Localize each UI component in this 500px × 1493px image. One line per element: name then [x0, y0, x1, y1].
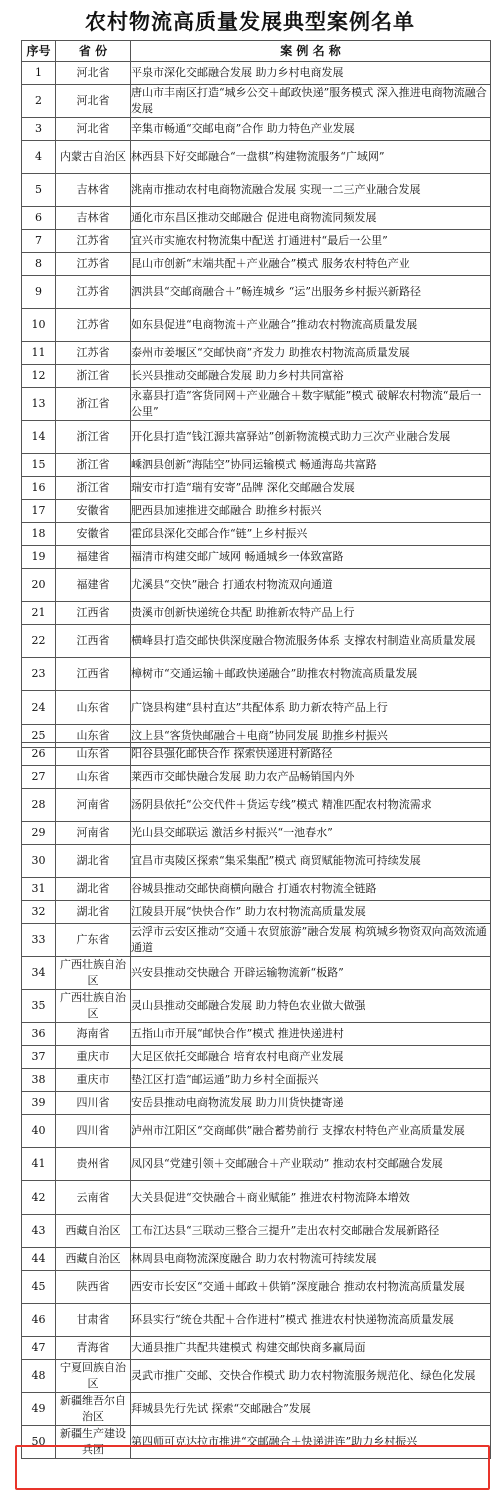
- row-number: 12: [22, 365, 56, 388]
- row-case-name: 福清市构建交邮广域网 畅通城乡一体致富路: [131, 546, 491, 569]
- row-province: 吉林省: [56, 207, 131, 230]
- row-case-name: 汶上县“客货快邮融合＋电商”协同发展 助推乡村振兴: [131, 725, 491, 748]
- row-province: 山东省: [56, 691, 131, 725]
- row-province: 福建省: [56, 569, 131, 602]
- row-province: 浙江省: [56, 454, 131, 477]
- row-number: 35: [22, 990, 56, 1023]
- row-case-name: 唐山市丰南区打造“城乡公交＋邮政快递”服务模式 深入推进电商物流融合发展: [131, 85, 491, 118]
- page-title: 农村物流高质量发展典型案例名单: [85, 10, 415, 34]
- row-number: 14: [22, 421, 56, 454]
- table-row: [22, 878, 491, 901]
- row-number: 15: [22, 454, 56, 477]
- table-row: [22, 1304, 491, 1337]
- row-case-name: 江陵县开展“快快合作” 助力农村物流高质量发展: [131, 901, 491, 924]
- row-number: 50: [22, 1426, 56, 1459]
- table-row: [22, 253, 491, 276]
- table-row: [22, 500, 491, 523]
- table-row: [22, 1023, 491, 1046]
- row-province: 重庆市: [56, 1046, 131, 1069]
- table-row: [22, 845, 491, 878]
- table-row: [22, 1271, 491, 1304]
- table-row: [22, 477, 491, 500]
- row-number: 3: [22, 118, 56, 141]
- row-number: 28: [22, 789, 56, 822]
- table-row: [22, 85, 491, 118]
- row-province: 西藏自治区: [56, 1248, 131, 1271]
- table-row: [22, 1215, 491, 1248]
- row-province: 河北省: [56, 118, 131, 141]
- row-province: 湖北省: [56, 901, 131, 924]
- row-number: 11: [22, 342, 56, 365]
- table-row: [22, 421, 491, 454]
- row-province: 湖北省: [56, 845, 131, 878]
- table-row: [22, 118, 491, 141]
- table-row: [22, 1393, 491, 1426]
- row-number: 9: [22, 276, 56, 309]
- table-row: [22, 342, 491, 365]
- row-province: 河南省: [56, 822, 131, 845]
- row-number: 42: [22, 1181, 56, 1215]
- row-case-name: 永嘉县打造“客货同网＋产业融合＋数字赋能”模式 破解农村物流“最后一公里”: [131, 388, 491, 421]
- row-number: 44: [22, 1248, 56, 1271]
- row-case-name: 灵山县推动交邮融合发展 助力特色农业做大做强: [131, 990, 491, 1023]
- row-number: 41: [22, 1148, 56, 1181]
- row-case-name: 凤冈县“党建引领＋交邮融合＋产业联动” 推动农村交邮融合发展: [131, 1148, 491, 1181]
- row-case-name: 通化市东昌区推动交邮融合 促进电商物流同频发展: [131, 207, 491, 230]
- row-number: 19: [22, 546, 56, 569]
- row-province: 广东省: [56, 924, 131, 957]
- row-province: 山东省: [56, 725, 131, 748]
- row-case-name: 林周县电商物流深度融合 助力农村物流可持续发展: [131, 1248, 491, 1271]
- table-row: [22, 1181, 491, 1215]
- row-province: 河北省: [56, 62, 131, 85]
- row-case-name: 霍邱县深化交邮合作“链”上乡村振兴: [131, 523, 491, 546]
- row-province: 浙江省: [56, 365, 131, 388]
- row-province: 青海省: [56, 1337, 131, 1360]
- row-number: 29: [22, 822, 56, 845]
- table-row: [22, 230, 491, 253]
- row-case-name: 广饶县构建“县村直达”共配体系 助力新农特产品上行: [131, 691, 491, 725]
- table-row: [22, 276, 491, 309]
- table-row: [22, 1248, 491, 1271]
- row-case-name: 大足区依托交邮融合 培育农村电商产业发展: [131, 1046, 491, 1069]
- row-number: 43: [22, 1215, 56, 1248]
- row-case-name: 平泉市深化交邮融合发展 助力乡村电商发展: [131, 62, 491, 85]
- row-province: 广西壮族自治区: [56, 957, 131, 990]
- row-case-name: 尤溪县“交快”融合 打通农村物流双向通道: [131, 569, 491, 602]
- table-row: [22, 174, 491, 207]
- row-case-name: 大关县促进“交快融合＋商业赋能” 推进农村物流降本增效: [131, 1181, 491, 1215]
- table-row: [22, 766, 491, 789]
- table-row: [22, 1069, 491, 1092]
- row-province: 安徽省: [56, 500, 131, 523]
- row-case-name: 谷城县推动交邮快商横向融合 打通农村物流全链路: [131, 878, 491, 901]
- row-number: 24: [22, 691, 56, 725]
- row-number: 49: [22, 1393, 56, 1426]
- row-case-name: 灵武市推广交邮、交快合作模式 助力农村物流服务规范化、绿色化发展: [131, 1360, 491, 1393]
- table-row: [22, 309, 491, 342]
- table-row: [22, 625, 491, 658]
- header-number: 序号: [22, 41, 56, 62]
- row-number: 1: [22, 62, 56, 85]
- row-case-name: 兴安县推动交快融合 开辟运输物流新“板路”: [131, 957, 491, 990]
- row-number: 6: [22, 207, 56, 230]
- row-case-name: 大通县推广共配共建模式 构建交邮快商多赢局面: [131, 1337, 491, 1360]
- row-province: 江西省: [56, 658, 131, 691]
- table-row: [22, 924, 491, 957]
- table-row: [22, 990, 491, 1023]
- row-province: 山东省: [56, 743, 131, 766]
- row-province: 江苏省: [56, 309, 131, 342]
- table-row: [22, 207, 491, 230]
- table-row: [22, 822, 491, 845]
- row-number: 21: [22, 602, 56, 625]
- row-case-name: 五指山市开展“邮快合作”模式 推进快递进村: [131, 1023, 491, 1046]
- row-province: 新疆生产建设兵团: [56, 1426, 131, 1459]
- row-case-name: 林西县下好交邮融合“一盘棋”构建物流服务“广域网”: [131, 141, 491, 174]
- row-province: 贵州省: [56, 1148, 131, 1181]
- row-number: 40: [22, 1115, 56, 1148]
- table-row: [22, 1337, 491, 1360]
- row-case-name: 横峰县打造交邮快供深度融合物流服务体系 支撑农村制造业高质量发展: [131, 625, 491, 658]
- row-number: 23: [22, 658, 56, 691]
- row-case-name: 第四师可克达拉市推进“交邮融合＋快递进连”助力乡村振兴: [131, 1426, 491, 1459]
- table-row: [22, 365, 491, 388]
- row-case-name: 云浮市云安区推动“交通＋农贸旅游”融合发展 构筑城乡物资双向高效流通通道: [131, 924, 491, 957]
- row-province: 吉林省: [56, 174, 131, 207]
- row-number: 8: [22, 253, 56, 276]
- row-province: 海南省: [56, 1023, 131, 1046]
- row-number: 4: [22, 141, 56, 174]
- table-row: [22, 523, 491, 546]
- row-case-name: 昆山市创新“末端共配＋产业融合”模式 服务农村特色产业: [131, 253, 491, 276]
- row-province: 河南省: [56, 789, 131, 822]
- row-number: 2: [22, 85, 56, 118]
- table-row: [22, 789, 491, 822]
- row-number: 39: [22, 1092, 56, 1115]
- row-number: 33: [22, 924, 56, 957]
- row-case-name: 嵊泗县创新“海陆空”协同运输模式 畅通海岛共富路: [131, 454, 491, 477]
- row-number: 31: [22, 878, 56, 901]
- row-case-name: 洮南市推动农村电商物流融合发展 实现一二三产业融合发展: [131, 174, 491, 207]
- table-row: [22, 743, 491, 766]
- row-province: 浙江省: [56, 421, 131, 454]
- row-case-name: 樟树市“交通运输＋邮政快递融合”助推农村物流高质量发展: [131, 658, 491, 691]
- row-province: 江苏省: [56, 253, 131, 276]
- row-number: 7: [22, 230, 56, 253]
- table-row: [22, 658, 491, 691]
- row-number: 20: [22, 569, 56, 602]
- row-case-name: 垫江区打造“邮运通”助力乡村全面振兴: [131, 1069, 491, 1092]
- table-row: [22, 691, 491, 725]
- row-case-name: 汤阴县依托“公交代件＋货运专线”模式 精准匹配农村物流需求: [131, 789, 491, 822]
- header-case-name: 案 例 名 称: [131, 41, 491, 62]
- row-province: 四川省: [56, 1092, 131, 1115]
- row-case-name: 西安市长安区“交通＋邮政＋供销”深度融合 推动农村物流高质量发展: [131, 1271, 491, 1304]
- row-number: 45: [22, 1271, 56, 1304]
- row-province: 重庆市: [56, 1069, 131, 1092]
- row-case-name: 光山县交邮联运 激活乡村振兴“一池春水”: [131, 822, 491, 845]
- row-number: 27: [22, 766, 56, 789]
- row-province: 新疆维吾尔自治区: [56, 1393, 131, 1426]
- row-case-name: 安岳县推动电商物流发展 助力川货快捷寄递: [131, 1092, 491, 1115]
- row-case-name: 贵溪市创新快递统仓共配 助推新农特产品上行: [131, 602, 491, 625]
- row-province: 浙江省: [56, 477, 131, 500]
- row-case-name: 工布江达县“三联动三整合三提升”走出农村交邮融合发展新路径: [131, 1215, 491, 1248]
- table-row: [22, 388, 491, 421]
- table-row: [22, 546, 491, 569]
- row-case-name: 如东县促进“电商物流＋产业融合”推动农村物流高质量发展: [131, 309, 491, 342]
- row-number: 26: [22, 743, 56, 766]
- row-province: 浙江省: [56, 388, 131, 421]
- row-case-name: 长兴县推动交邮融合发展 助力乡村共同富裕: [131, 365, 491, 388]
- row-case-name: 肥西县加速推进交邮融合 助推乡村振兴: [131, 500, 491, 523]
- row-number: 18: [22, 523, 56, 546]
- row-case-name: 泸州市江阳区“交商邮供”融合蓄势前行 支撑农村特色产业高质量发展: [131, 1115, 491, 1148]
- row-province: 江苏省: [56, 342, 131, 365]
- row-number: 34: [22, 957, 56, 990]
- row-number: 48: [22, 1360, 56, 1393]
- row-number: 32: [22, 901, 56, 924]
- row-number: 13: [22, 388, 56, 421]
- table-row: [22, 141, 491, 174]
- highlight-box: [15, 1445, 490, 1490]
- row-number: 22: [22, 625, 56, 658]
- row-province: 西藏自治区: [56, 1215, 131, 1248]
- header-province: 省 份: [56, 41, 131, 62]
- table-row: [22, 62, 491, 85]
- row-case-name: 莱西市交邮快融合发展 助力农产品畅销国内外: [131, 766, 491, 789]
- row-province: 云南省: [56, 1181, 131, 1215]
- row-case-name: 泰州市姜堰区“交邮快商”齐发力 助推农村物流高质量发展: [131, 342, 491, 365]
- row-province: 福建省: [56, 546, 131, 569]
- table-row: [22, 1046, 491, 1069]
- row-province: 四川省: [56, 1115, 131, 1148]
- row-number: 25: [22, 725, 56, 748]
- row-province: 山东省: [56, 766, 131, 789]
- row-case-name: 辛集市畅通“交邮电商”合作 助力特色产业发展: [131, 118, 491, 141]
- table-row: [22, 1115, 491, 1148]
- row-number: 17: [22, 500, 56, 523]
- table-row: [22, 1148, 491, 1181]
- row-case-name: 宜兴市实施农村物流集中配送 打通进村“最后一公里”: [131, 230, 491, 253]
- table-row: [22, 1092, 491, 1115]
- table-row: [22, 1360, 491, 1393]
- row-case-name: 宜昌市夷陵区探索“集采集配”模式 商贸赋能物流可持续发展: [131, 845, 491, 878]
- row-number: 38: [22, 1069, 56, 1092]
- row-number: 5: [22, 174, 56, 207]
- row-province: 宁夏回族自治区: [56, 1360, 131, 1393]
- row-province: 陕西省: [56, 1271, 131, 1304]
- table-row: [22, 901, 491, 924]
- row-province: 广西壮族自治区: [56, 990, 131, 1023]
- table-row: [22, 454, 491, 477]
- row-case-name: 泗洪县“交邮商融合＋”畅连城乡 “运”出服务乡村振兴新路径: [131, 276, 491, 309]
- row-province: 甘肃省: [56, 1304, 131, 1337]
- row-number: 36: [22, 1023, 56, 1046]
- row-case-name: 拜城县先行先试 探索“交邮融合”发展: [131, 1393, 491, 1426]
- row-province: 河北省: [56, 85, 131, 118]
- row-province: 安徽省: [56, 523, 131, 546]
- table-row: [22, 957, 491, 990]
- row-number: 30: [22, 845, 56, 878]
- case-table-part-2: [21, 742, 491, 1459]
- row-province: 湖北省: [56, 878, 131, 901]
- row-case-name: 瑞安市打造“瑞有安寄”品牌 深化交邮融合发展: [131, 477, 491, 500]
- case-table-part-1: [21, 40, 491, 748]
- row-case-name: 阳谷县强化邮快合作 探索快递进村新路径: [131, 743, 491, 766]
- table-row: [22, 569, 491, 602]
- row-case-name: 环县实行“统仓共配＋合作进村”模式 推进农村快递物流高质量发展: [131, 1304, 491, 1337]
- row-number: 47: [22, 1337, 56, 1360]
- table-row: [22, 602, 491, 625]
- row-case-name: 开化县打造“钱江源共富驿站”创新物流模式助力三次产业融合发展: [131, 421, 491, 454]
- row-number: 16: [22, 477, 56, 500]
- row-province: 江苏省: [56, 230, 131, 253]
- row-number: 37: [22, 1046, 56, 1069]
- row-number: 10: [22, 309, 56, 342]
- row-province: 内蒙古自治区: [56, 141, 131, 174]
- row-province: 江西省: [56, 625, 131, 658]
- row-province: 江苏省: [56, 276, 131, 309]
- row-number: 46: [22, 1304, 56, 1337]
- row-province: 江西省: [56, 602, 131, 625]
